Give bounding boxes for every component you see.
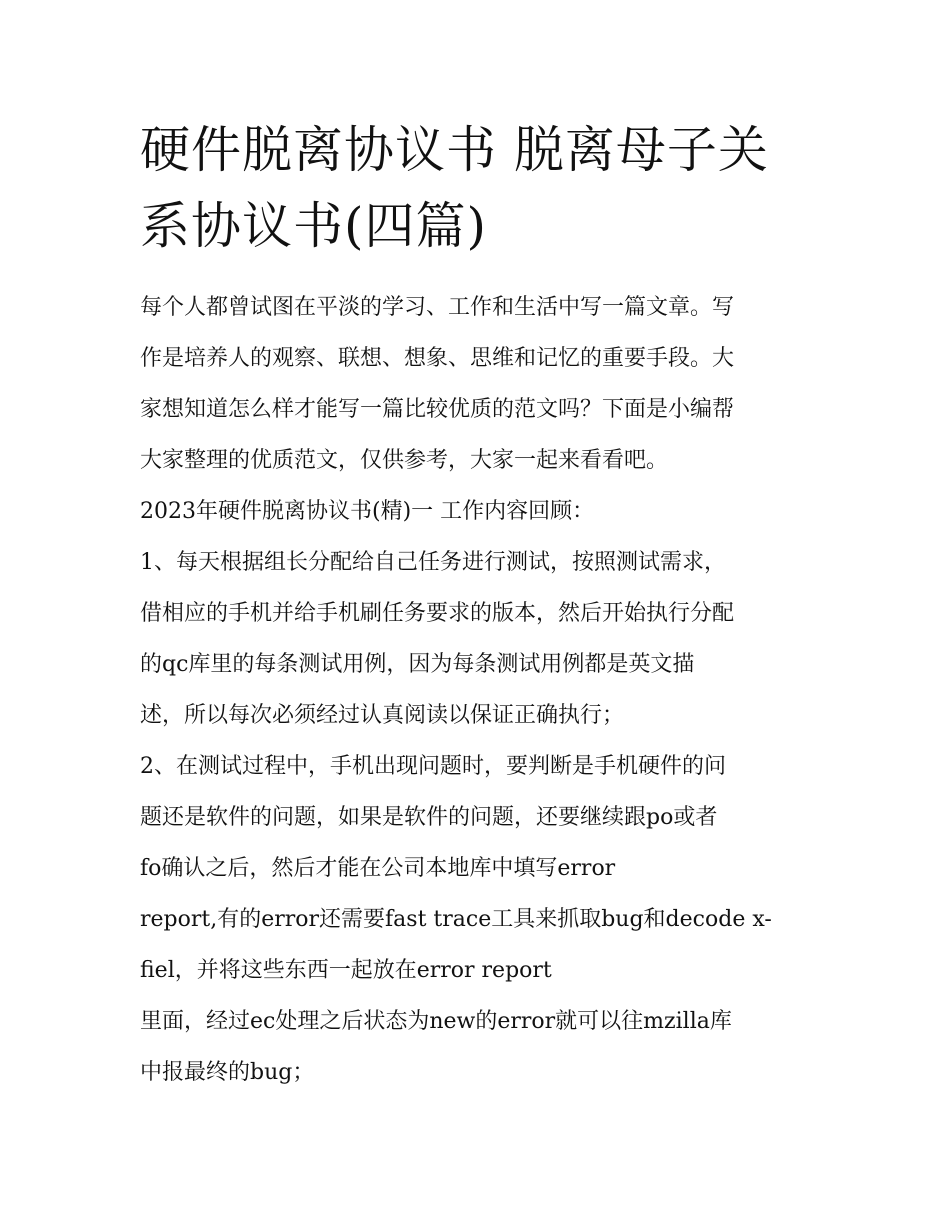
item-1-line: 的qc库里的每条测试用例，因为每条测试用例都是英文描	[140, 652, 695, 677]
item-1-line: 借相应的手机并给手机刷任务要求的版本，然后开始执行分配	[140, 601, 735, 626]
item-2-line: 中报最终的bug；	[140, 1060, 315, 1085]
item-1-line: 述，所以每次必须经过认真阅读以保证正确执行；	[140, 703, 625, 728]
body-line: 家想知道怎么样才能写一篇比较优质的范文吗？下面是小编帮	[140, 397, 735, 422]
item-2-line: 里面，经过ec处理之后状态为new的error就可以往mzilla库	[140, 1009, 732, 1034]
item-2-line: 题还是软件的问题，如果是软件的问题，还要继续跟po或者	[140, 805, 718, 830]
item-2-line: fiel，并将这些东西一起放在error report	[140, 958, 552, 983]
body-line: 每个人都曾试图在平淡的学习、工作和生活中写一篇文章。写	[140, 295, 735, 320]
body-line: 大家整理的优质范文，仅供参考，大家一起来看看吧。	[140, 448, 669, 473]
body-line: 作是培养人的观察、联想、想象、思维和记忆的重要手段。大	[140, 346, 735, 371]
item-2-line: 2、在测试过程中，手机出现问题时，要判断是手机硬件的问	[140, 754, 726, 779]
item-2-line: report,有的error还需要fast trace工具来抓取bug和decode x-	[140, 907, 772, 932]
section-heading-line: 2023年硬件脱离协议书(精)一 工作内容回顾：	[140, 499, 595, 524]
document-content	[140, 112, 815, 1098]
item-1-line: 1、每天根据组长分配给自己任务进行测试，按照测试需求，	[140, 550, 726, 575]
document-body	[140, 282, 815, 1098]
document-title: 硬件脱离协议书 脱离母子关系协议书(四篇)	[140, 121, 769, 255]
item-2-line: fo确认之后，然后才能在公司本地库中填写error	[140, 856, 616, 881]
